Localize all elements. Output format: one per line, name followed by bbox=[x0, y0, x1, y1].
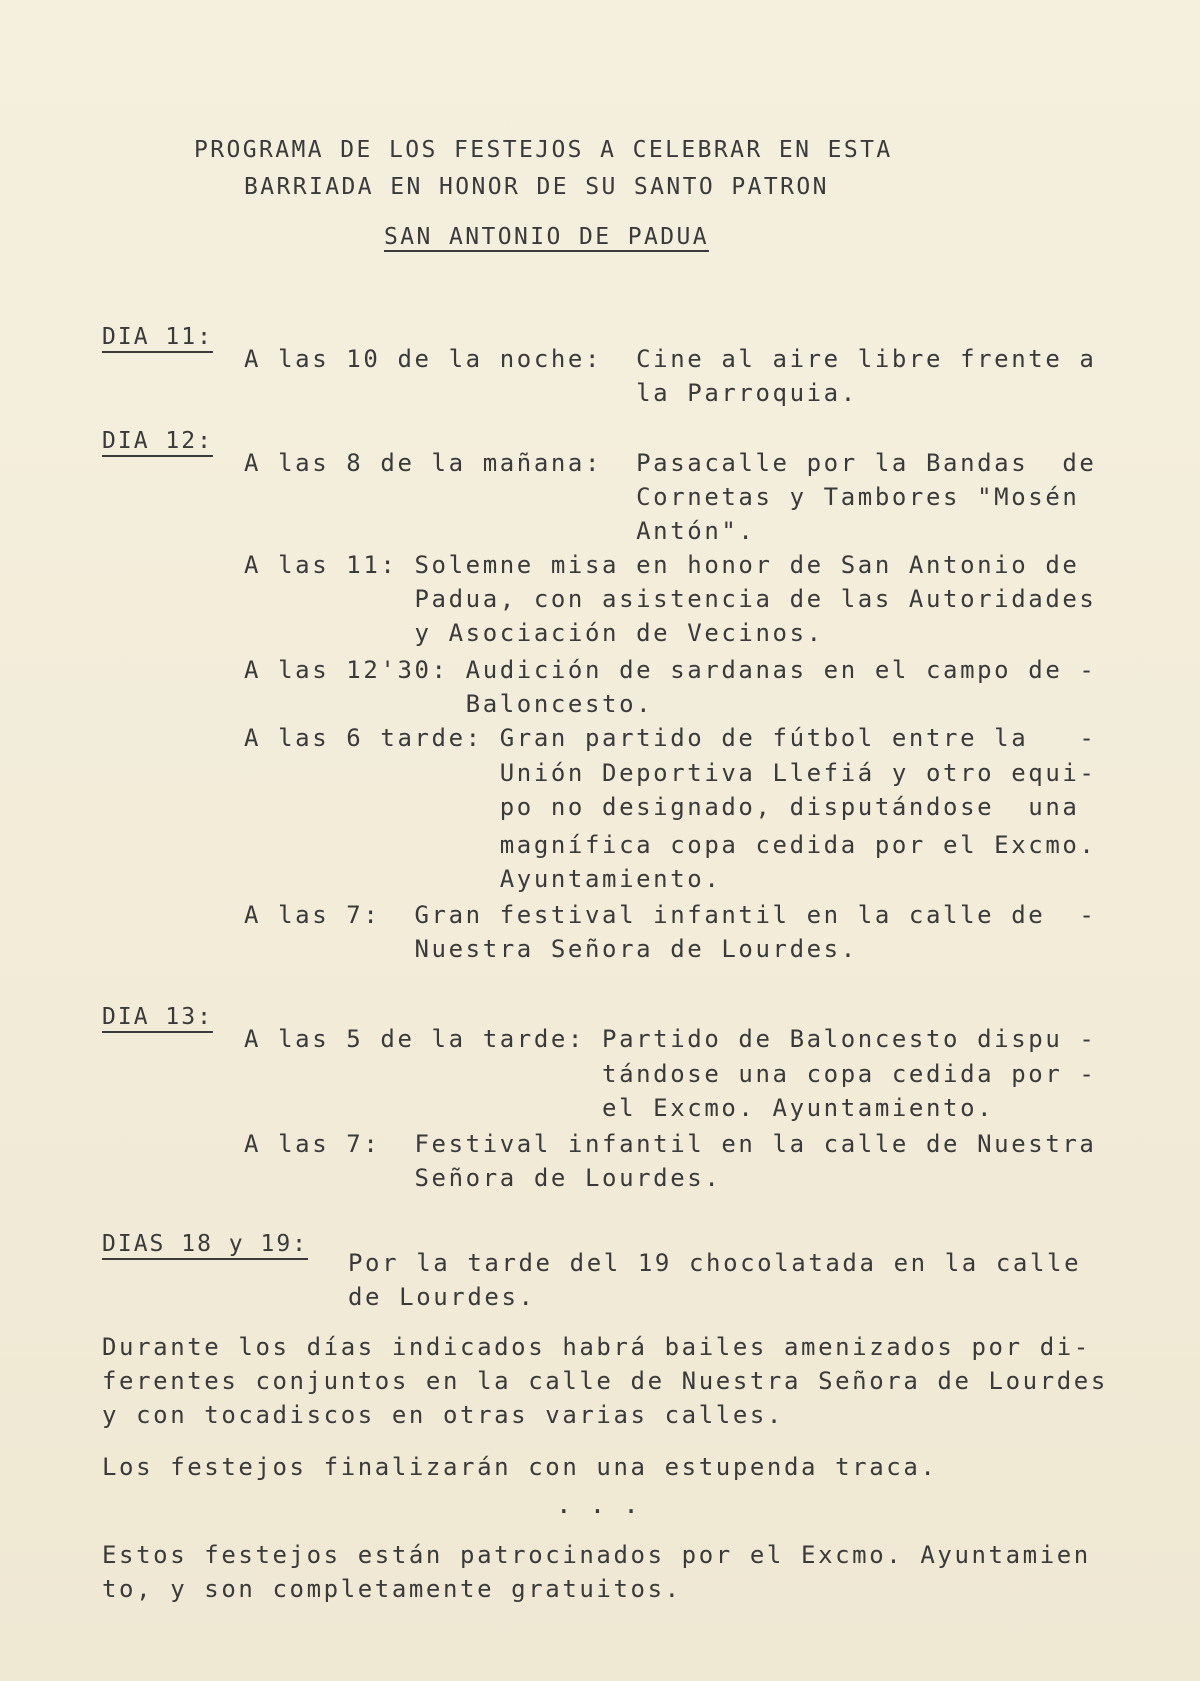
separator-dots: ... bbox=[556, 1490, 657, 1520]
day-13-line: A las 7: Festival infantil en la calle de Nuestra bbox=[244, 1130, 1097, 1158]
day-12-line: A las 12'30: Audición de sardanas en el campo de - bbox=[244, 656, 1097, 684]
day-12-line: A las 11: Solemne misa en honor de San Antonio de bbox=[244, 551, 1080, 579]
day-12-line: magnífica copa cedida por el Excmo. bbox=[244, 831, 1097, 859]
day-12-line: Ayuntamiento. bbox=[244, 865, 722, 893]
day-11-line: A las 10 de la noche: Cine al aire libre frente a bbox=[244, 345, 1097, 373]
day-12-line: po no designado, disputándose una bbox=[244, 793, 1080, 821]
days-18-19-line: de Lourdes. bbox=[348, 1283, 536, 1311]
day-13-line: el Excmo. Ayuntamiento. bbox=[244, 1094, 995, 1122]
day-12-line: Padua, con asistencia de las Autoridades bbox=[244, 585, 1097, 613]
closing-para-1-line: ferentes conjuntos en la calle de Nuestra Señora de Lourdes bbox=[102, 1367, 1108, 1395]
days-18-19-line: Por la tarde del 19 chocolatada en la calle bbox=[348, 1249, 1082, 1277]
day-13-label: DIA 13: bbox=[102, 1004, 213, 1030]
closing-para-3-line: Estos festejos están patrocinados por el Excmo. Ayuntamien bbox=[102, 1541, 1091, 1569]
header-line-1: PROGRAMA DE LOS FESTEJOS A CELEBRAR EN ESTA bbox=[194, 137, 893, 163]
day-11-line: la Parroquia. bbox=[244, 379, 858, 407]
day-12-line: Cornetas y Tambores "Mosén bbox=[244, 483, 1080, 511]
day-12-line: y Asociación de Vecinos. bbox=[244, 619, 824, 647]
day-12-line: Baloncesto. bbox=[244, 690, 654, 718]
days-18-19-label: DIAS 18 y 19: bbox=[102, 1231, 309, 1257]
day-12-line: A las 6 tarde: Gran partido de fútbol entre la - bbox=[244, 724, 1097, 752]
closing-para-1-line: Durante los días indicados habrá bailes amenizados por di- bbox=[102, 1333, 1091, 1361]
day-12-line: Antón". bbox=[244, 517, 756, 545]
day-11-label: DIA 11: bbox=[102, 324, 213, 350]
closing-para-3-line: to, y son completamente gratuitos. bbox=[102, 1575, 682, 1603]
day-13-line: tándose una copa cedida por - bbox=[244, 1060, 1097, 1088]
day-12-line: Nuestra Señora de Lourdes. bbox=[244, 935, 858, 963]
day-13-line: Señora de Lourdes. bbox=[244, 1164, 722, 1192]
day-12-line: Unión Deportiva Llefiá y otro equi- bbox=[244, 759, 1097, 787]
closing-para-2: Los festejos finalizarán con una estupenda traca. bbox=[102, 1453, 938, 1481]
day-12-line: A las 8 de la mañana: Pasacalle por la Bandas de bbox=[244, 449, 1097, 477]
header-line-2: BARRIADA EN HONOR DE SU SANTO PATRON bbox=[244, 174, 829, 200]
day-12-line: A las 7: Gran festival infantil en la calle de - bbox=[244, 901, 1097, 929]
header-line-3: SAN ANTONIO DE PADUA bbox=[384, 224, 709, 250]
day-13-line: A las 5 de la tarde: Partido de Baloncesto dispu - bbox=[244, 1025, 1097, 1053]
day-12-label: DIA 12: bbox=[102, 428, 213, 454]
closing-para-1-line: y con tocadiscos en otras varias calles. bbox=[102, 1401, 784, 1429]
